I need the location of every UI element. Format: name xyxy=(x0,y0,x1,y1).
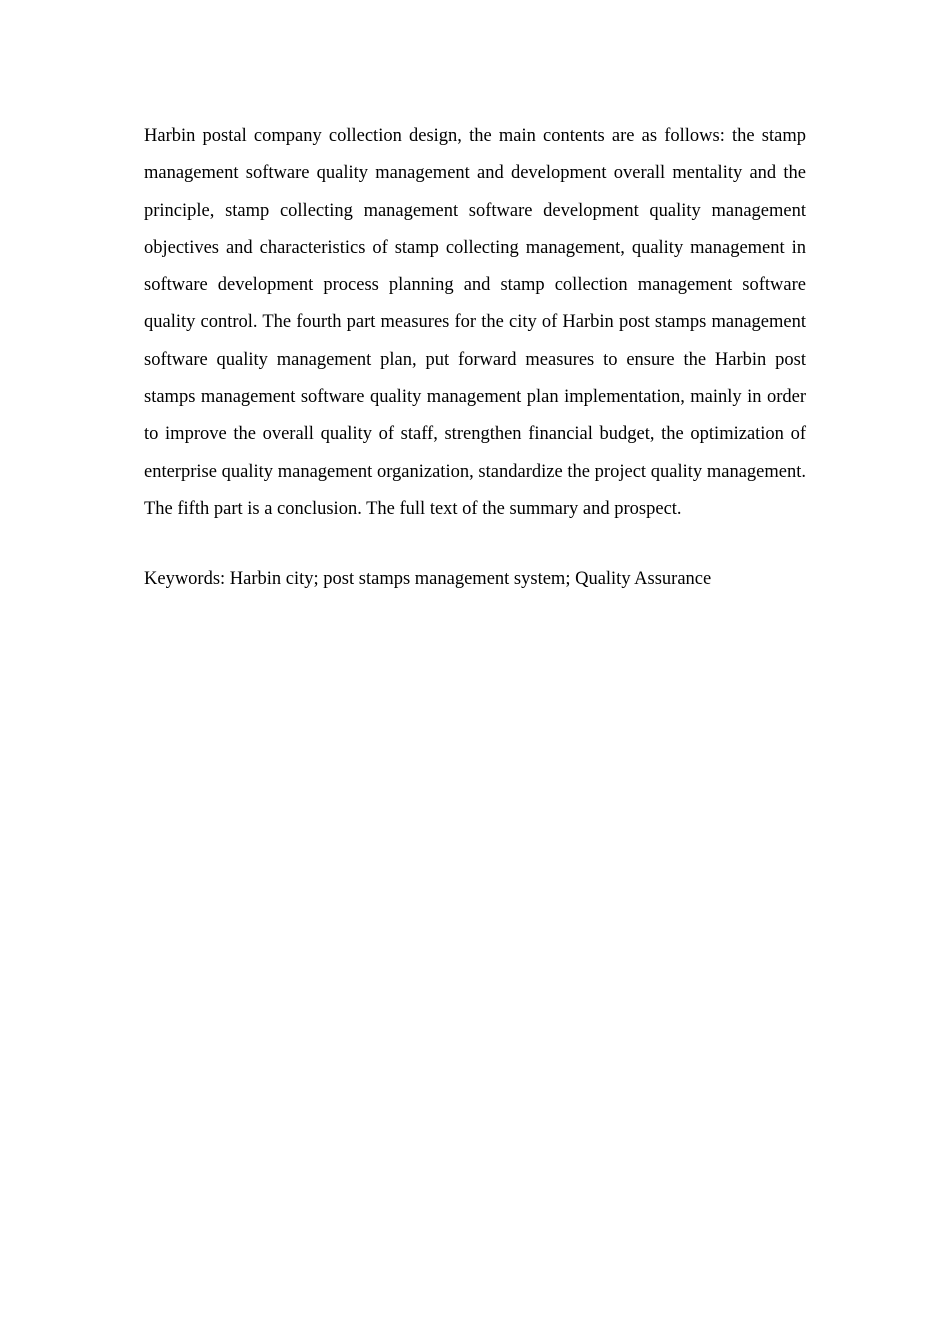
page-content xyxy=(144,118,806,599)
keywords-line: Keywords: Harbin city; post stamps management system; Quality Assurance xyxy=(144,569,712,590)
abstract-paragraph: Harbin postal company collection design, the main contents are as follows: the stamp management software quality management and development overall mentality and the principle, stamp collecting management software development quality management objectives and characteristics of stamp collecting management, quality management in software development process planning and stamp collection management software quality control. The fourth part measures for the city of Harbin post stamps management software quality management plan, put forward measures to ensure the Harbin post stamps management software quality management plan implementation, mainly in order to improve the overall quality of staff, strengthen financial budget, the optimization of enterprise quality management organization, standardize the project quality management. The fifth part is a conclusion. The full text of the summary and prospect. xyxy=(144,126,806,519)
